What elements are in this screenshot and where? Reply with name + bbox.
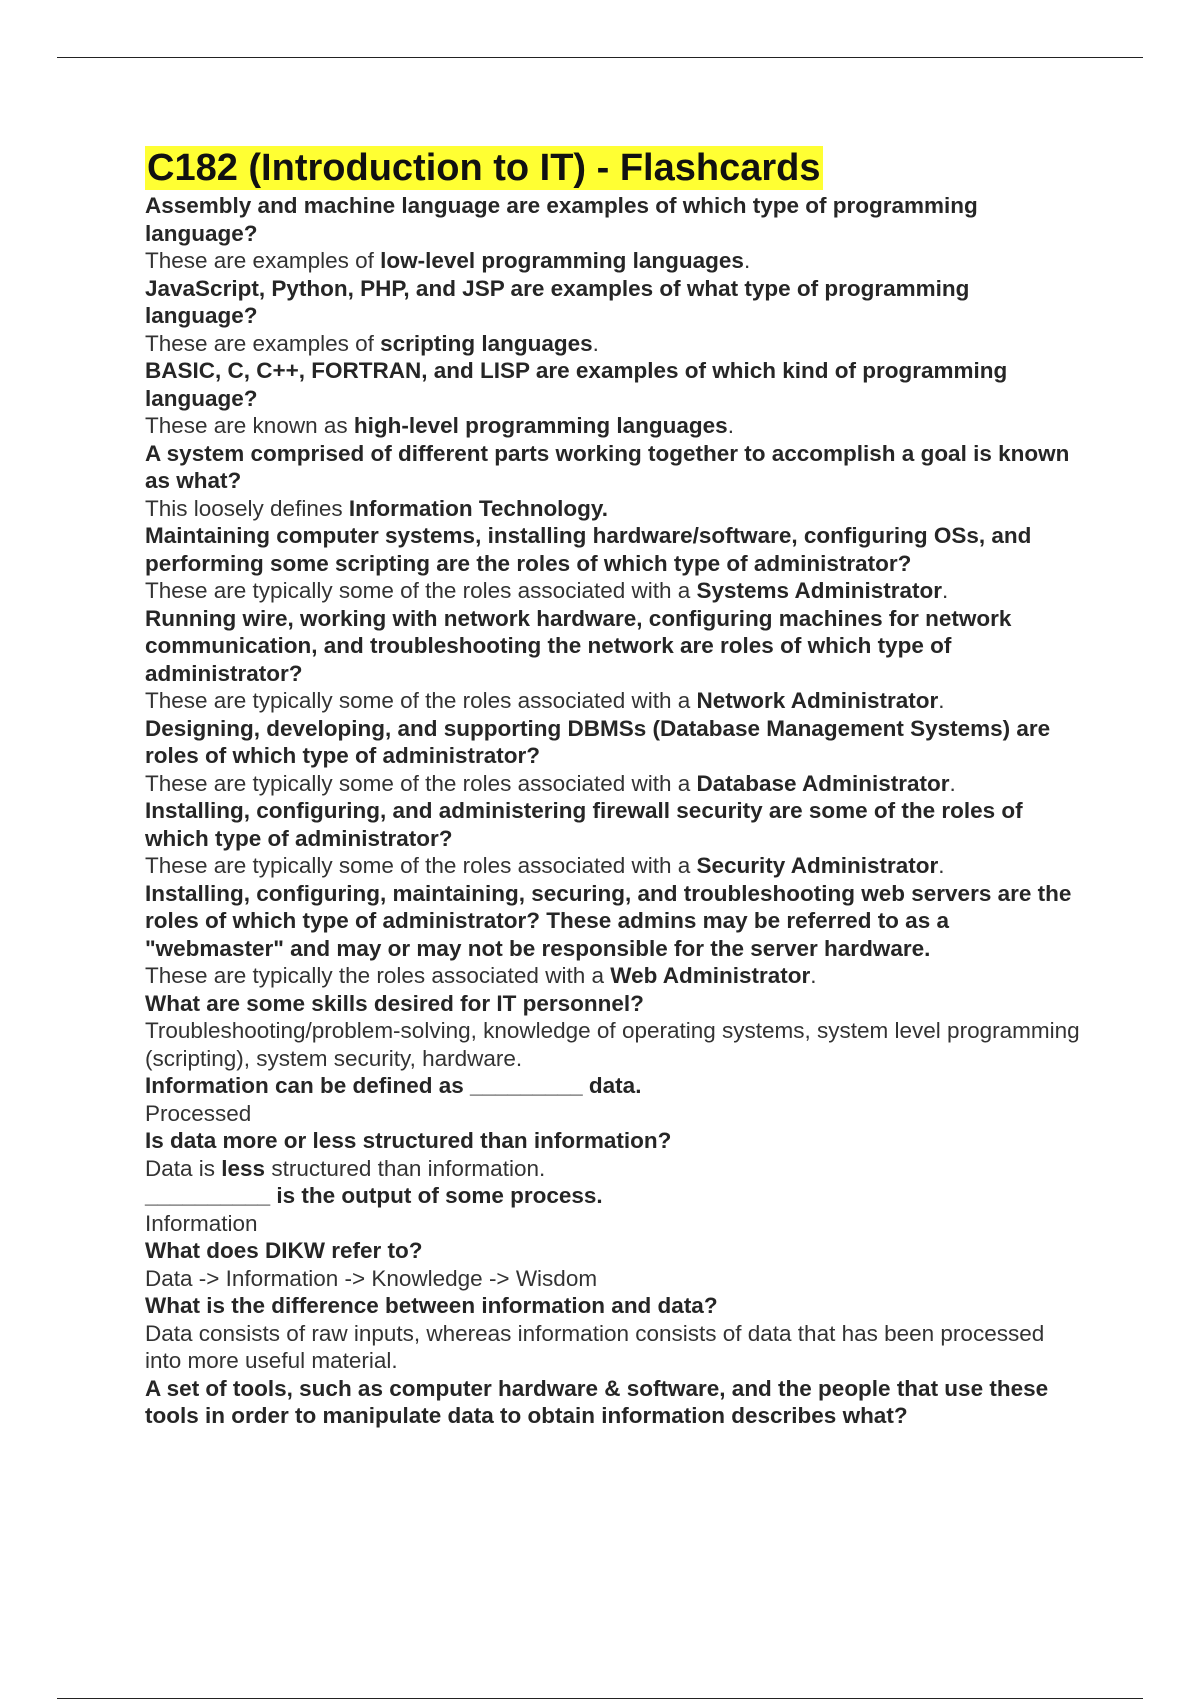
answer-text: These are typically some of the roles associated with a bbox=[145, 578, 697, 603]
answer-text: These are typically some of the roles associated with a bbox=[145, 853, 697, 878]
answer-text: Data is bbox=[145, 1155, 222, 1181]
flashcard bbox=[145, 990, 1085, 1073]
bottom-page-rule bbox=[57, 1698, 1143, 1699]
answer-text: Processed bbox=[145, 1100, 252, 1126]
answer-text-end: structured than information. bbox=[265, 1155, 546, 1181]
answer-text-end: . bbox=[942, 578, 949, 603]
top-page-rule bbox=[57, 57, 1143, 58]
answer-key-term: Information Technology. bbox=[348, 495, 609, 521]
answer-key-term: Systems Administrator bbox=[696, 578, 943, 603]
flashcard-answer bbox=[145, 1265, 1085, 1293]
flashcard bbox=[145, 1072, 1085, 1127]
answer-key-term: scripting languages bbox=[380, 330, 593, 356]
flashcard-answer bbox=[145, 247, 1085, 275]
answer-key-term: Security Administrator bbox=[696, 853, 939, 878]
flashcard-answer bbox=[145, 1100, 1085, 1128]
answer-text: Data consists of raw inputs, whereas information consists of data that has been processed into more useful material. bbox=[145, 1320, 1045, 1373]
answer-text: These are typically the roles associated with a bbox=[145, 963, 611, 988]
flashcard-answer bbox=[145, 412, 1085, 440]
flashcard bbox=[145, 522, 1085, 605]
answer-text-end: . bbox=[938, 853, 945, 878]
answer-text: Information bbox=[145, 1210, 258, 1236]
answer-text: Troubleshooting/problem-solving, knowledge of operating systems, system level programming (scripting), system security, hardware. bbox=[145, 1018, 1080, 1071]
flashcard bbox=[145, 880, 1085, 990]
flashcard-answer bbox=[145, 330, 1085, 358]
flashcard bbox=[145, 275, 1085, 358]
flashcard-answer bbox=[145, 495, 1085, 523]
answer-key-term: low-level programming languages bbox=[380, 248, 744, 273]
answer-key-term: Database Administrator bbox=[696, 770, 950, 796]
answer-key-term: less bbox=[221, 1155, 266, 1181]
answer-text-end: . bbox=[727, 413, 734, 438]
flashcard bbox=[145, 1375, 1085, 1430]
flashcard-question: Designing, developing, and supporting DBMSs (Database Management Systems) are roles of which type of administrator? bbox=[145, 715, 1051, 768]
flashcard-answer bbox=[145, 852, 1085, 880]
answer-text-end: . bbox=[743, 248, 751, 273]
flashcard-question: Information can be defined as _________ data. bbox=[145, 1073, 642, 1098]
flashcard-answer bbox=[145, 1320, 1085, 1375]
flashcard-question: What does DIKW refer to? bbox=[145, 1238, 423, 1263]
flashcard bbox=[145, 357, 1085, 440]
flashcard-answer bbox=[145, 962, 1085, 990]
flashcard-answer bbox=[145, 577, 1085, 605]
flashcard-question: BASIC, C, C++, FORTRAN, and LISP are examples of which kind of programming language? bbox=[145, 358, 1008, 411]
answer-text: This loosely defines bbox=[145, 495, 349, 521]
flashcard bbox=[145, 797, 1085, 880]
flashcard bbox=[145, 1182, 1085, 1237]
answer-text: These are known as bbox=[145, 413, 354, 438]
answer-text-end: . bbox=[592, 330, 599, 356]
flashcard bbox=[145, 1237, 1085, 1292]
flashcard-answer bbox=[145, 1210, 1085, 1238]
flashcard-answer bbox=[145, 770, 1085, 798]
answer-text: These are typically some of the roles associated with a bbox=[145, 688, 697, 713]
page-title: C182 (Introduction to IT) - Flashcards bbox=[147, 147, 821, 189]
flashcard-question: Is data more or less structured than information? bbox=[145, 1128, 672, 1153]
flashcard-list bbox=[145, 192, 1085, 1430]
flashcard-question: Running wire, working with network hardware, configuring machines for network communication, and troubleshooting the network are roles of which type of administrator? bbox=[145, 605, 1012, 686]
answer-text: These are typically some of the roles associated with a bbox=[145, 770, 697, 796]
document-body bbox=[145, 146, 1085, 1430]
flashcard-question: JavaScript, Python, PHP, and JSP are examples of what type of programming language? bbox=[145, 275, 970, 328]
flashcard-question: __________ is the output of some process. bbox=[145, 1183, 603, 1208]
answer-text: These are examples of bbox=[145, 330, 381, 356]
answer-text-end: . bbox=[949, 770, 956, 796]
answer-text-end: . bbox=[938, 688, 945, 713]
flashcard-question: A set of tools, such as computer hardware & software, and the people that use these tools in order to manipulate data to obtain information describes what? bbox=[145, 1375, 1049, 1428]
flashcard-question: What is the difference between information and data? bbox=[145, 1293, 718, 1318]
answer-key-term: high-level programming languages bbox=[353, 413, 728, 438]
flashcard-question: A system comprised of different parts working together to accomplish a goal is known as what? bbox=[145, 440, 1070, 493]
flashcard-answer bbox=[145, 687, 1085, 715]
flashcard-answer bbox=[145, 1017, 1085, 1072]
flashcard-question: Assembly and machine language are examples of which type of programming language? bbox=[145, 193, 978, 246]
flashcard bbox=[145, 1292, 1085, 1375]
answer-text: These are examples of bbox=[145, 248, 381, 273]
flashcard bbox=[145, 605, 1085, 715]
answer-key-term: Web Administrator bbox=[610, 963, 811, 988]
flashcard-question: What are some skills desired for IT personnel? bbox=[145, 990, 644, 1016]
answer-text-end: . bbox=[810, 963, 817, 988]
flashcard-question: Installing, configuring, and administering firewall security are some of the roles of which type of administrator? bbox=[145, 798, 1023, 851]
flashcard bbox=[145, 715, 1085, 798]
answer-key-term: Network Administrator bbox=[696, 688, 939, 713]
flashcard bbox=[145, 1127, 1085, 1182]
flashcard-question: Installing, configuring, maintaining, securing, and troubleshooting web servers are the roles of which type of administrator? These admins may be referred to as a "webmaster" and may or may not be responsible for the server hardware. bbox=[145, 880, 1072, 961]
flashcard bbox=[145, 192, 1085, 275]
flashcard bbox=[145, 440, 1085, 523]
answer-text: Data -> Information -> Knowledge -> Wisdom bbox=[145, 1265, 598, 1291]
flashcard-answer bbox=[145, 1155, 1085, 1183]
flashcard-question: Maintaining computer systems, installing hardware/software, configuring OSs, and performing some scripting are the roles of which type of administrator? bbox=[145, 523, 1032, 576]
